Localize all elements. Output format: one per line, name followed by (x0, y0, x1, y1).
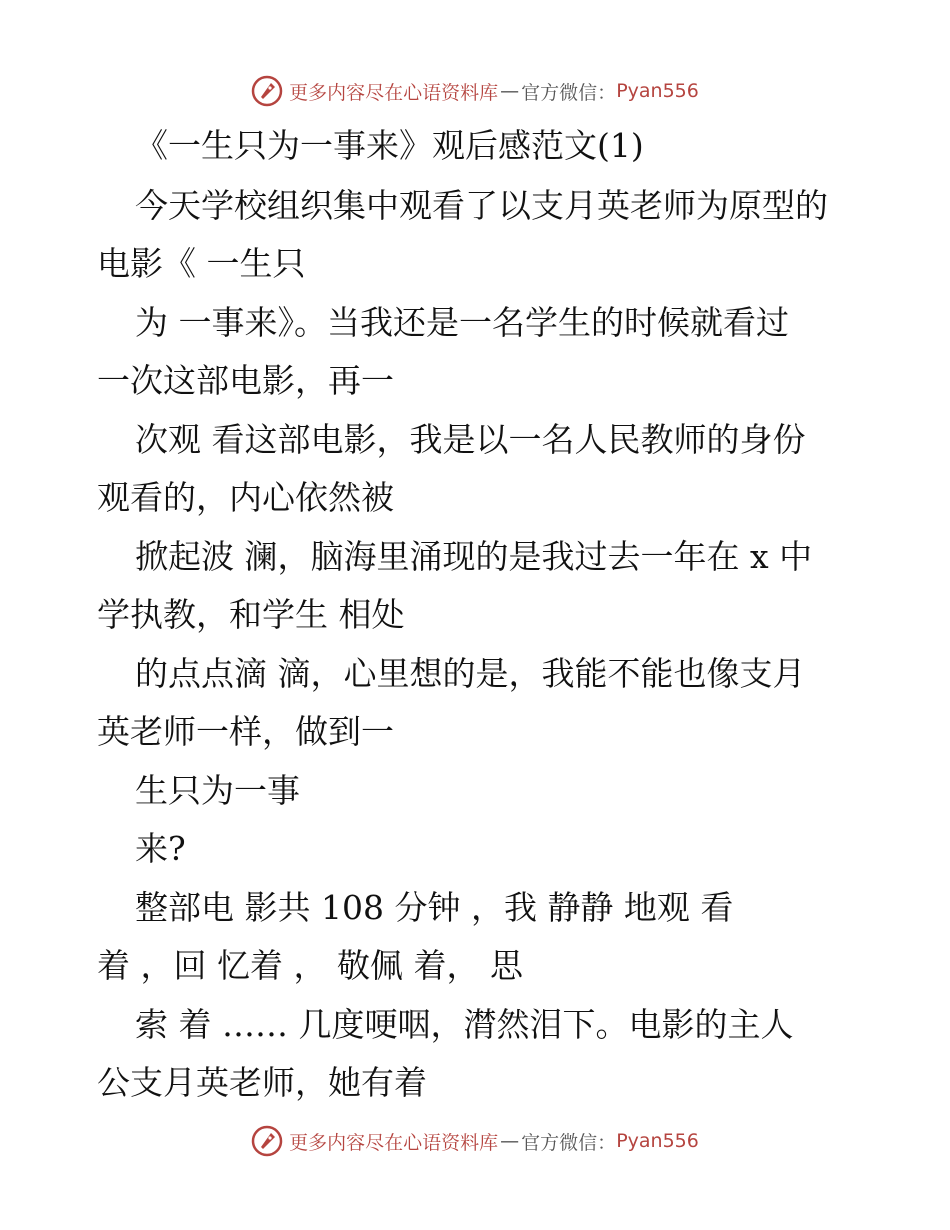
paragraph-line: 着 ，回 忆着 ， 敬佩 着， 思 (97, 946, 523, 985)
banner-text: 更多内容尽在心语资料库 (289, 1131, 499, 1154)
paragraph-line: 索 着 …… 几度哽咽，潸然泪下。电影的主人 (135, 1005, 794, 1044)
banner-separator: — (500, 1130, 520, 1152)
paragraph-line: 生只为一事 (135, 771, 300, 810)
paragraph-line: 掀起波 澜，脑海里涌现的是我过去一年在 x 中 (135, 537, 813, 576)
banner-wechat-id: Pyan556 (616, 1130, 699, 1152)
banner-text: 更多内容尽在心语资料库 (289, 81, 499, 104)
paragraph-line: 电影《 一生只 (97, 244, 306, 283)
banner-wechat-id: Pyan556 (616, 80, 699, 102)
banner-wechat-label: 官方微信： (521, 1131, 617, 1154)
paragraph-line: 为 一事来》。当我还是一名学生的时候就看过 (135, 303, 789, 342)
paragraph-line: 一次这部电影，再一 (97, 361, 394, 400)
paragraph-line: 观看的，内心依然被 (97, 478, 394, 517)
paragraph-line: 来? (135, 829, 186, 868)
paragraph-line: 英老师一样，做到一 (97, 712, 394, 751)
paragraph-line: 学执教，和学生 相处 (97, 595, 405, 634)
banner-wechat-label: 官方微信： (521, 81, 617, 104)
footer-watermark-banner (0, 1121, 950, 1161)
paragraph-line: 公支月英老师，她有着 (97, 1063, 427, 1102)
paragraph-line: 次观 看这部电影，我是以一名人民教师的身份 (135, 420, 806, 459)
pen-nib-logo-icon (251, 1125, 283, 1157)
pen-nib-logo-icon (251, 75, 283, 107)
paragraph-line: 的点点滴 滴，心里想的是，我能不能也像支月 (135, 654, 806, 693)
header-watermark-banner (0, 71, 950, 111)
paragraph-line: 整部电 影共 108 分钟 ，我 静静 地观 看 (135, 888, 734, 927)
document-title: 《一生只为一事来》观后感范文(1) (135, 126, 644, 165)
paragraph-line: 今天学校组织集中观看了以支月英老师为原型的 (135, 186, 828, 225)
banner-separator: — (500, 80, 520, 102)
